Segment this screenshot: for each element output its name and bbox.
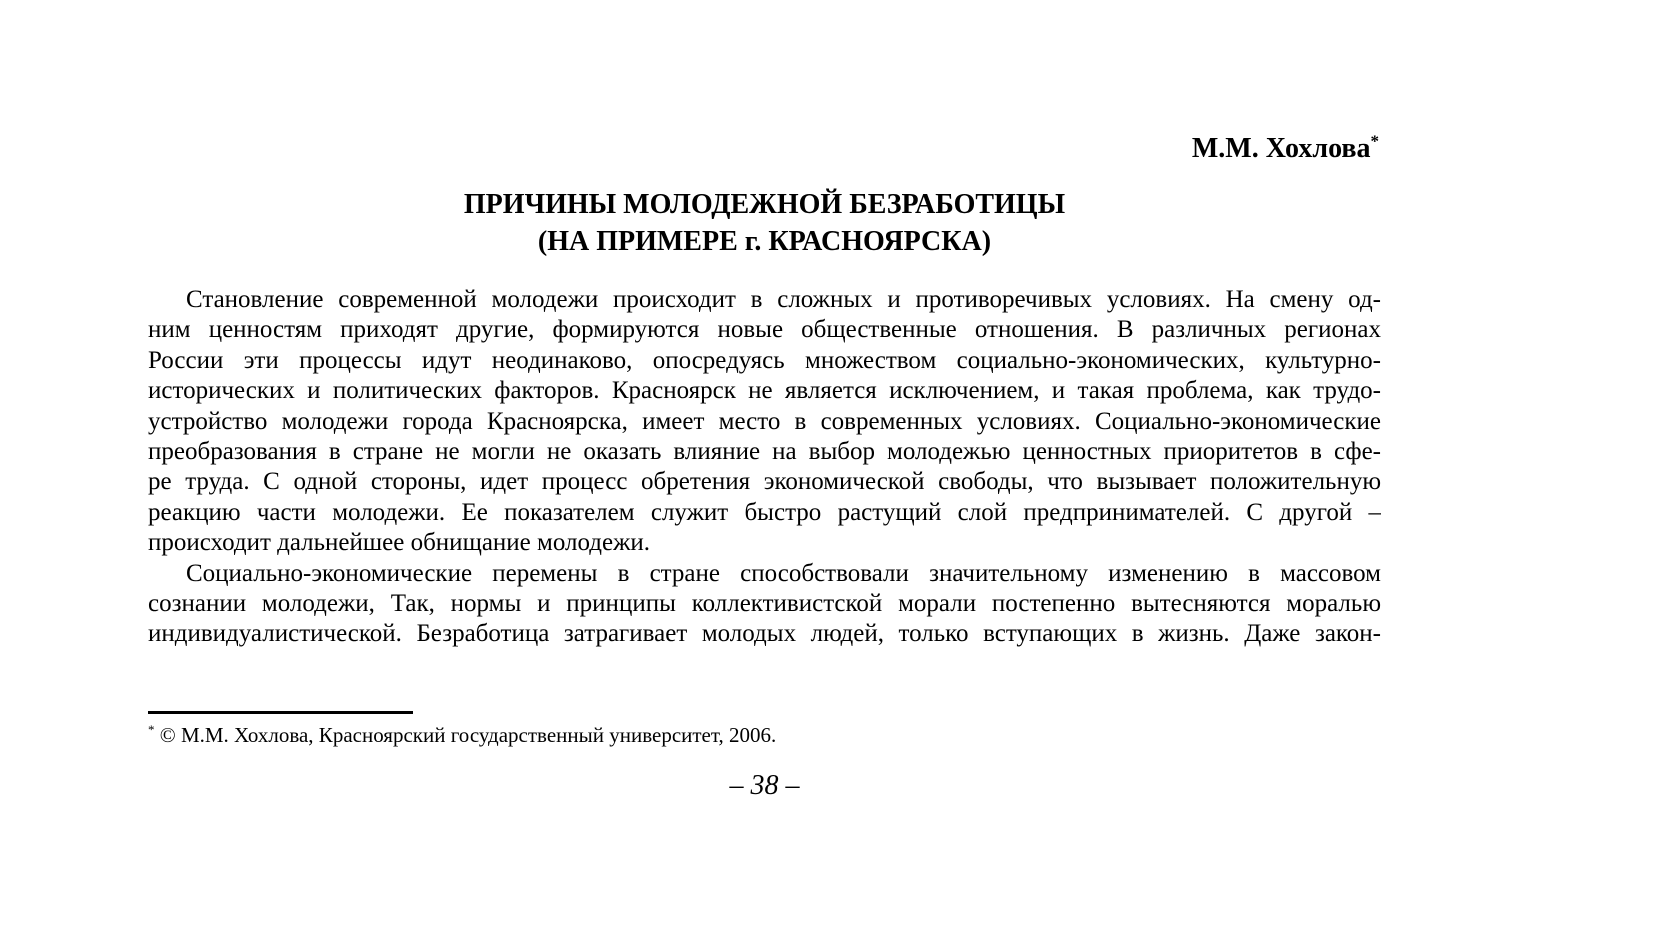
article-title-line1: ПРИЧИНЫ МОЛОДЕЖНОЙ БЕЗРАБОТИЦЫ: [463, 189, 1066, 220]
body-text-line: ним ценностям приходят другие, формируются новые общественные отношения. В различных регионах: [148, 316, 1381, 344]
footnote-text: © М.М. Хохлова, Красноярский государственный университет, 2006.: [159, 722, 777, 747]
body-text-line: сознании молодежи, Так, нормы и принципы коллективистской морали постепенно вытесняются моралью: [148, 589, 1381, 617]
footnote-separator: [148, 711, 413, 714]
body-text-line: Социально-экономические перемены в стране способствовали значительному изменению в массовом: [186, 559, 1381, 587]
body-text-line: Становление современной молодежи происходит в сложных и противоречивых условиях. На смену од-: [186, 286, 1381, 313]
article-title-line2: (НА ПРИМЕРЕ г. КРАСНОЯРСКА): [537, 226, 992, 257]
article-body: [148, 285, 1381, 650]
body-text-line: происходит дальнейшее обнищание молодежи.: [148, 529, 650, 557]
author-line: [148, 132, 1381, 166]
footnote-mark: *: [148, 721, 155, 737]
page-number: – 38 –: [729, 769, 800, 801]
author-footnote-mark: *: [1370, 131, 1379, 151]
page-content: [148, 132, 1381, 802]
body-text-line: устройство молодежи города Красноярска, имеет место в современных условиях. Социально-экономические: [148, 407, 1381, 435]
author-name: М.М. Хохлова: [1191, 133, 1371, 164]
body-text-line: индивидуалистической. Безработица затрагивает молодых людей, только вступающих в жизнь. Даже закон-: [148, 620, 1381, 648]
body-text-line: ре труда. С одной стороны, идет процесс обретения экономической свободы, что вызывает положительную: [148, 468, 1381, 496]
body-text-line: России эти процессы идут неодинаково, опосредуясь множеством социально-экономических, культурно-: [148, 346, 1381, 374]
body-text-line: реакцию части молодежи. Ее показателем служит быстро растущий слой предпринимателей. С другой –: [148, 498, 1381, 526]
article-title: [148, 186, 1381, 260]
body-text-line: преобразования в стране не могли не оказать влияние на выбор молодежью ценностных приоритетов в сфе-: [148, 437, 1381, 465]
footnote: [148, 722, 1381, 748]
body-text-line: исторических и политических факторов. Красноярск не является исключением, и такая проблема, как трудо-: [148, 377, 1381, 405]
